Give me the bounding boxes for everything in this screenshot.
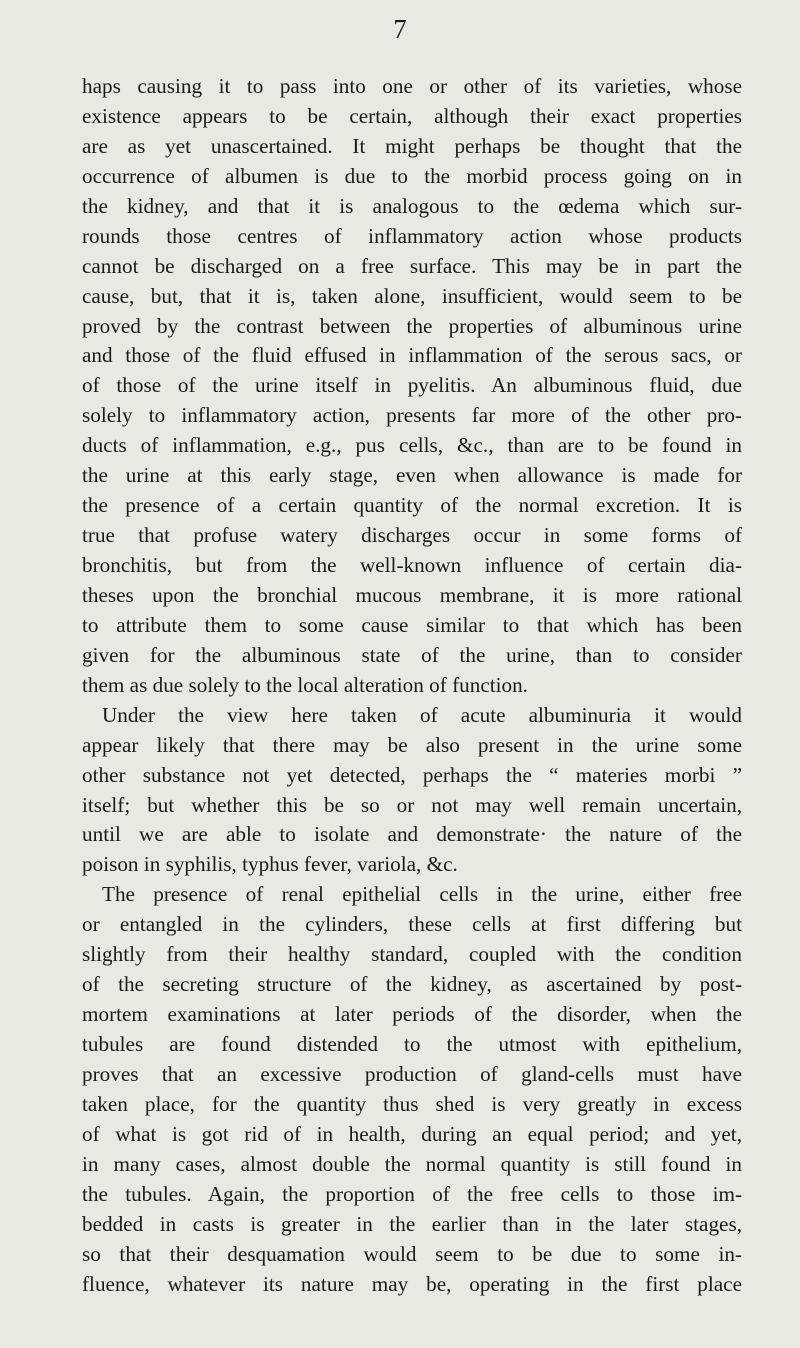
text-line: solely to inflammatory action, presents far more of the other pro- xyxy=(82,403,742,428)
text-line: or entangled in the cylinders, these cells at first differing but xyxy=(82,912,742,937)
text-line: proves that an excessive production of gland-cells must have xyxy=(82,1061,742,1086)
text-line: proved by the contrast between the properties of albuminous urine xyxy=(82,313,742,338)
text-line: bedded in casts is greater in the earlier than in the later stages, xyxy=(82,1211,742,1236)
text-line: ducts of inflammation, e.g., pus cells, &c., than are to be found in xyxy=(82,433,742,458)
text-line: them as due solely to the local alteration of function. xyxy=(82,672,528,697)
text-line: tubules are found distended to the utmost with epithelium, xyxy=(82,1032,742,1056)
text-line: bronchitis, but from the well-known influence of certain dia- xyxy=(82,553,742,577)
text-line: cause, but, that it is, taken alone, insufficient, would seem to be xyxy=(82,283,742,308)
text-line: Under the view here taken of acute albuminuria it would xyxy=(102,702,742,727)
text-line: the urine at this early stage, even when allowance is made for xyxy=(82,463,742,488)
text-line: other substance not yet detected, perhaps the “ materies morbi ” xyxy=(82,762,742,787)
text-line: cannot be discharged on a free surface. This may be in part the xyxy=(82,253,742,278)
text-line: itself; but whether this be so or not may well remain uncertain, xyxy=(82,792,742,817)
text-line: theses upon the bronchial mucous membrane, it is more rational xyxy=(82,582,742,607)
text-line: slightly from their healthy standard, coupled with the condition xyxy=(82,942,742,967)
text-line: of those of the urine itself in pyelitis. An albuminous fluid, due xyxy=(82,373,742,398)
text-line: so that their desquamation would seem to be due to some in- xyxy=(82,1241,742,1266)
page-number: 7 xyxy=(393,14,407,44)
text-line: the tubules. Again, the proportion of the free cells to those im- xyxy=(82,1181,742,1206)
text-line: mortem examinations at later periods of the disorder, when the xyxy=(82,1002,742,1027)
text-line: are as yet unascertained. It might perhaps be thought that the xyxy=(82,133,742,158)
text-line: the presence of a certain quantity of the normal excretion. It is xyxy=(82,493,742,518)
text-line: until we are able to isolate and demonstrate· the nature of the xyxy=(82,822,742,847)
text-line: appear likely that there may be also present in the urine some xyxy=(82,732,742,757)
text-line: and those of the fluid effused in inflammation of the serous sacs, or xyxy=(82,343,742,368)
text-line: of what is got rid of in health, during an equal period; and yet, xyxy=(82,1121,742,1146)
text-line: existence appears to be certain, although their exact properties xyxy=(82,103,742,128)
text-line: in many cases, almost double the normal quantity is still found in xyxy=(82,1151,742,1176)
text-line: fluence, whatever its nature may be, operating in the first place xyxy=(82,1271,742,1296)
text-line: The presence of renal epithelial cells in the urine, either free xyxy=(102,882,742,907)
body-text xyxy=(82,72,742,1299)
text-line: of the secreting structure of the kidney, as ascertained by post- xyxy=(82,972,742,997)
text-line: given for the albuminous state of the urine, than to consider xyxy=(82,642,742,667)
text-line: rounds those centres of inflammatory action whose products xyxy=(82,223,742,248)
text-line: the kidney, and that it is analogous to the œdema which sur- xyxy=(82,193,742,218)
text-line: poison in syphilis, typhus fever, variola, &c. xyxy=(82,852,458,877)
text-line: taken place, for the quantity thus shed is very greatly in excess xyxy=(82,1091,742,1116)
text-line: to attribute them to some cause similar to that which has been xyxy=(82,612,742,637)
text-line: occurrence of albumen is due to the morbid process going on in xyxy=(82,163,742,188)
text-line: true that profuse watery discharges occur in some forms of xyxy=(82,523,742,548)
text-line: haps causing it to pass into one or other of its varieties, whose xyxy=(82,74,742,98)
